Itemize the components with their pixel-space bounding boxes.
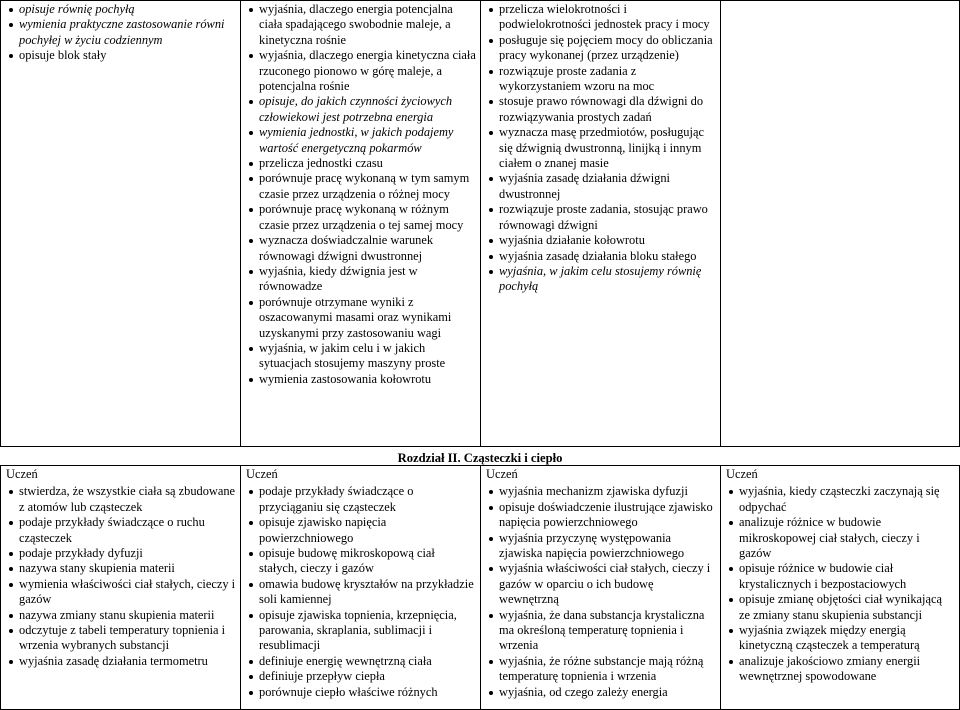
list-item: rozwiązuje proste zadania, stosując prawo równowagi dźwigni [486,202,716,233]
list-item: opisuje zjawisko napięcia powierzchniowego [246,515,476,546]
list-item: wyjaśnia, że różne substancje mają różną temperaturę topnienia i wrzenia [486,654,716,685]
list-item: wymienia jednostki, w jakich podajemy wartość energetyczną pokarmów [246,125,476,156]
list-item: wymienia praktyczne zastosowanie równi pochyłej w życiu codziennym [6,17,236,48]
list-item: opisuje doświadczenie ilustrujące zjawisko napięcia powierzchniowego [486,500,716,531]
list-item: posługuje się pojęciem mocy do obliczania pracy wykonanej (przez urządzenie) [486,33,716,64]
list-item: opisuje równię pochyłą [6,2,236,17]
list-item: przelicza jednostki czasu [246,156,476,171]
top-col1-list [6,2,236,64]
list-item: wyjaśnia, w jakim celu i w jakich sytuacjach stosujemy maszyny proste [246,341,476,372]
list-item: wyjaśnia, od czego zależy energia [486,685,716,700]
column-header: Uczeń [6,467,38,481]
list-item: wyjaśnia działanie kołowrotu [486,233,716,248]
list-item: wyjaśnia zasadę działania termometru [6,654,236,669]
list-item: wyjaśnia, dlaczego energia potencjalna ciała spadającego swobodnie maleje, a kinetyczna rośnie [246,2,476,48]
bottom-col4-list [726,484,955,684]
list-item: wyjaśnia zasadę działania bloku stałego [486,249,716,264]
top-col2-list [246,2,476,387]
list-item: nazywa stany skupienia materii [6,561,236,576]
list-item: podaje przykłady świadczące o przyciąganiu się cząsteczek [246,484,476,515]
list-item: wyjaśnia, dlaczego energia kinetyczna ciała rzuconego pionowo w górę maleje, a potencjalna rośnie [246,48,476,94]
list-item: porównuje ciepło właściwe różnych [246,685,476,700]
list-item: opisuje zmianę objętości ciał wynikającą ze zmiany stanu skupienia substancji [726,592,955,623]
list-item: opisuje blok stały [6,48,236,63]
section-title: Rozdział II. Cząsteczki i ciepło [397,451,563,465]
list-item: porównuje pracę wykonaną w różnym czasie przez urządzenia o tej samej mocy [246,202,476,233]
list-item: podaje przykłady świadczące o ruchu cząsteczek [6,515,236,546]
list-item: odczytuje z tabeli temperatury topnienia i wrzenia wybranych substancji [6,623,236,654]
bottom-cell-col1 [1,466,240,709]
list-item: porównuje otrzymane wyniki z oszacowanymi masami oraz wynikami uzyskanymi przy zastosowaniu wagi [246,295,476,341]
list-item: analizuje jakościowo zmiany energii wewnętrznej spowodowane [726,654,955,685]
list-item: stwierdza, że wszystkie ciała są zbudowane z atomów lub cząsteczek [6,484,236,515]
bottom-col3-list [486,484,716,700]
list-item: wyjaśnia związek między energią kinetyczną cząsteczek a temperaturą [726,623,955,654]
list-item: wyjaśnia przyczynę występowania zjawiska napięcia powierzchniowego [486,531,716,562]
list-item: porównuje pracę wykonaną w tym samym czasie przez urządzenia o różnej mocy [246,171,476,202]
bottom-col1-list [6,484,236,669]
list-item: analizuje różnice w budowie mikroskopowej ciał stałych, cieczy i gazów [726,515,955,561]
list-item: opisuje budowę mikroskopową ciał stałych, cieczy i gazów [246,546,476,577]
list-item: wyjaśnia zasadę działania dźwigni dwustronnej [486,171,716,202]
top-cell-col4 [721,1,959,446]
list-item: wyznacza masę przedmiotów, posługując się dźwignią dwustronną, linijką i innym ciałem o znanej masie [486,125,716,171]
list-item: wyjaśnia właściwości ciał stałych, cieczy i gazów w oparciu o ich budowę wewnętrzną [486,561,716,607]
list-item: opisuje, do jakich czynności życiowych człowiekowi jest potrzebna energia [246,94,476,125]
list-item: nazywa zmiany stanu skupienia materii [6,608,236,623]
list-item: przelicza wielokrotności i podwielokrotności jednostek pracy i mocy [486,2,716,33]
list-item: opisuje zjawiska topnienia, krzepnięcia, parowania, skraplania, sublimacji i resublimacji [246,608,476,654]
list-item: wyjaśnia, że dana substancja krystaliczna ma określoną temperaturę topnienia i wrzenia [486,608,716,654]
list-item: wymienia właściwości ciał stałych, cieczy i gazów [6,577,236,608]
list-item: wyjaśnia, kiedy dźwignia jest w równowadze [246,264,476,295]
top-cell-col1 [1,1,240,446]
list-item: rozwiązuje proste zadania z wykorzystaniem wzoru na moc [486,64,716,95]
list-item: omawia budowę kryształów na przykładzie soli kamiennej [246,577,476,608]
bottom-cell-col4 [721,466,959,709]
list-item: wyjaśnia mechanizm zjawiska dyfuzji [486,484,716,499]
list-item: definiuje energię wewnętrzną ciała [246,654,476,669]
list-item: podaje przykłady dyfuzji [6,546,236,561]
list-item: definiuje przepływ ciepła [246,669,476,684]
column-header: Uczeń [486,467,518,481]
top-cell-col3 [481,1,720,446]
list-item: opisuje różnice w budowie ciał krystalicznych i bezpostaciowych [726,561,955,592]
column-header: Uczeń [726,467,758,481]
list-item: stosuje prawo równowagi dla dźwigni do rozwiązywania prostych zadań [486,94,716,125]
list-item: wymienia zastosowania kołowrotu [246,372,476,387]
list-item: wyjaśnia, w jakim celu stosujemy równię pochyłą [486,264,716,295]
bottom-col2-list [246,484,476,700]
bottom-cell-col3 [481,466,720,709]
top-col3-list [486,2,716,295]
list-item: wyjaśnia, kiedy cząsteczki zaczynają się odpychać [726,484,955,515]
list-item: wyznacza doświadczalnie warunek równowagi dźwigni dwustronnej [246,233,476,264]
top-cell-col2 [241,1,480,446]
column-header: Uczeń [246,467,278,481]
bottom-cell-col2 [241,466,480,709]
